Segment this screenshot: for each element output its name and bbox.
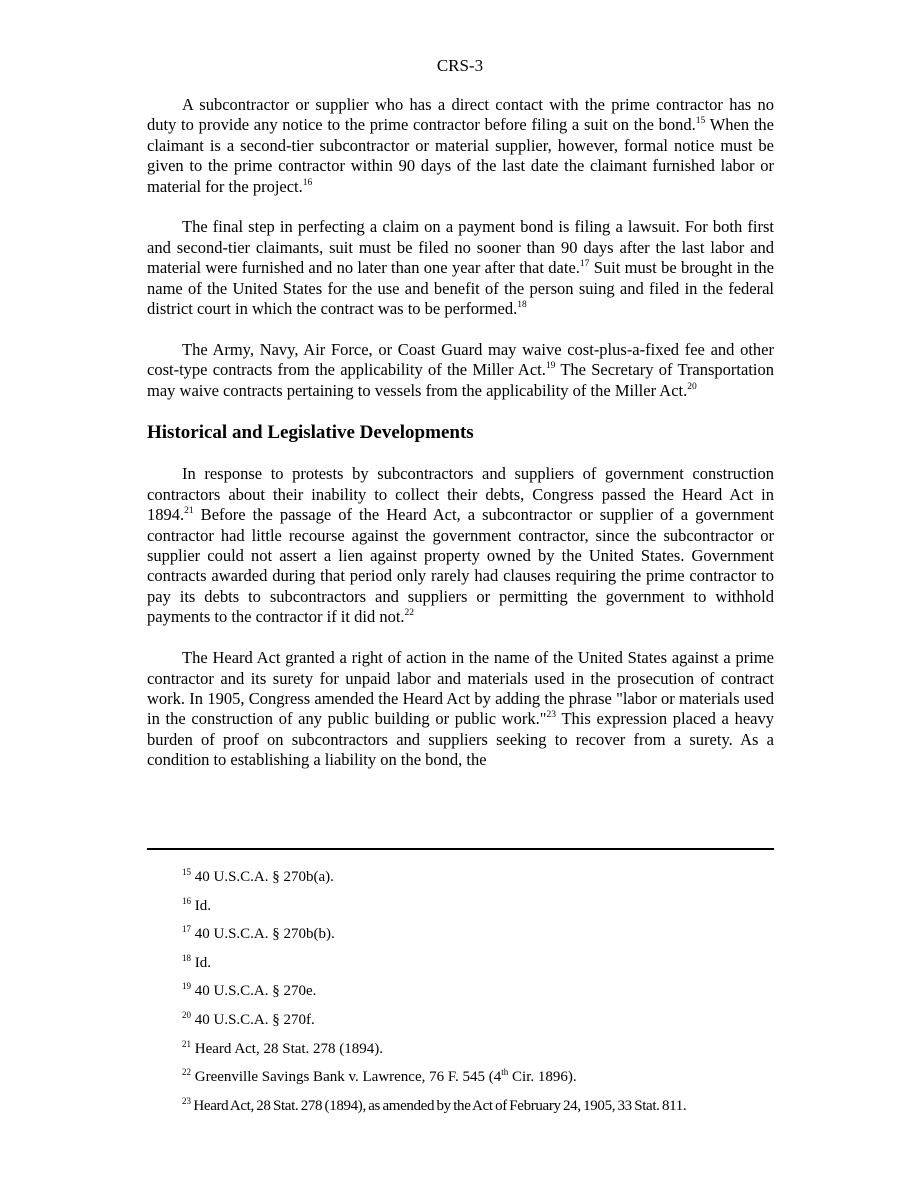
footnote-number: 20 [182, 1009, 191, 1020]
footnote-number: 18 [182, 952, 191, 963]
footnotes [182, 867, 782, 1124]
footnote-ref-18[interactable]: 18 [517, 300, 527, 311]
body-text [147, 95, 774, 791]
footnote-text-tail: Cir. 1896). [508, 1069, 577, 1086]
paragraph-2-text-1: The final step in perfecting a claim on a payment bond is filing a lawsuit. For both first and second-tier claimants, suit must be filed no sooner than 90 days after the last labor and material were furnished and no later than one year after that date. [147, 217, 774, 278]
paragraph-3-text-2: The Secretary of Transportation may waive contracts pertaining to vessels from the applicability of the Miller Act. [147, 360, 774, 400]
paragraph-1-text-2: When the claimant is a second-tier subcontractor or material supplier, however, formal notice must be given to the prime contractor within 90 days of the last date the claimant furnished labor or material for the project. [147, 115, 774, 196]
paragraph-2 [147, 217, 774, 319]
footnote-19 [182, 981, 782, 1010]
footnote-23 [182, 1096, 782, 1125]
footnote-22 [182, 1067, 782, 1096]
footnote-ref-15[interactable]: 15 [695, 116, 706, 127]
paragraph-5 [147, 648, 774, 770]
footnote-text: Heard Act, 28 Stat. 278 (1894). [191, 1040, 384, 1057]
footnote-number: 23 [182, 1095, 191, 1106]
paragraph-2-text-2: Suit must be brought in the name of the United States for the use and benefit of the person suing and filed in the federal district court in which the contract was to be performed. [147, 258, 774, 319]
footnote-ref-22[interactable]: 22 [404, 608, 415, 619]
footnote-17 [182, 924, 782, 953]
footnote-text: Greenville Savings Bank v. Lawrence, 76 F. 545 (4 [191, 1069, 502, 1086]
footnote-15 [182, 867, 782, 896]
footnote-20 [182, 1010, 782, 1039]
footnote-number: 19 [182, 981, 191, 992]
footnote-number: 21 [182, 1038, 191, 1049]
paragraph-4 [147, 464, 774, 627]
footnote-ref-16[interactable]: 16 [302, 177, 313, 188]
footnote-ref-17[interactable]: 17 [579, 259, 590, 270]
footnote-ref-23[interactable]: 23 [546, 710, 557, 721]
footnote-number: 16 [182, 895, 191, 906]
paragraph-5-text-1: The Heard Act granted a right of action in the name of the United States against a prime contractor and its surety for unpaid labor and materials used in the prosecution of contract work. In 1905, Congress amended the Heard Act by adding the phrase "labor or materials used in the construction of any public building or public work." [147, 648, 774, 729]
footnote-text: Heard Act, 28 Stat. 278 (1894), as amended by the Act of February 24, 1905, 33 Stat. 811. [191, 1097, 687, 1114]
footnote-text: 40 U.S.C.A. § 270f. [191, 1011, 315, 1028]
footnote-18 [182, 953, 782, 982]
footnote-16 [182, 896, 782, 925]
footnote-text: Id. [191, 954, 211, 971]
footnote-ref-20[interactable]: 20 [687, 381, 697, 392]
paragraph-3-text-1: The Army, Navy, Air Force, or Coast Guard may waive cost-plus-a-fixed fee and other cost-type contracts from the applicability of the Miller Act. [147, 339, 774, 380]
footnote-ref-21[interactable]: 21 [184, 506, 194, 517]
footnote-divider [147, 848, 774, 850]
section-heading: Historical and Legislative Developments [147, 422, 474, 444]
footnote-text: 40 U.S.C.A. § 270b(b). [191, 926, 335, 943]
footnote-ref-19[interactable]: 19 [545, 361, 556, 372]
footnote-21 [182, 1039, 782, 1068]
footnote-ordinal-suffix: th [501, 1067, 509, 1078]
page-header: CRS-3 [436, 56, 484, 75]
footnote-text: 40 U.S.C.A. § 270b(a). [191, 869, 334, 885]
footnote-text: Id. [191, 897, 211, 914]
paragraph-4-text-1: In response to protests by subcontractors and suppliers of government construction contractors about their inability to collect their debts, Congress passed the Heard Act in 1894. [147, 464, 774, 525]
footnote-number: 22 [182, 1067, 191, 1078]
footnote-number: 17 [182, 924, 191, 935]
paragraph-4-text-2: Before the passage of the Heard Act, a subcontractor or supplier of a government contractor had little recourse against the government contractor, since the subcontractor or supplier could not assert a lien against property owned by the United States. Government contracts awarded during that period only rarely had clauses requiring the prime contractor to pay its debts to subcontractors and suppliers or permitting the government to withhold payments to the contractor if it did not. [147, 505, 774, 627]
footnote-number: 15 [182, 867, 191, 877]
paragraph-5-text-2: This expression placed a heavy burden of proof on subcontractors and suppliers seeking to recover from a surety. As a condition to establishing a liability on the bond, the [147, 709, 774, 770]
paragraph-1-text-1: A subcontractor or supplier who has a direct contact with the prime contractor has no duty to provide any notice to the prime contractor before filing a suit on the bond. [147, 95, 774, 135]
footnote-text: 40 U.S.C.A. § 270e. [191, 983, 317, 1000]
paragraph-3 [147, 340, 774, 401]
paragraph-1 [147, 95, 774, 197]
